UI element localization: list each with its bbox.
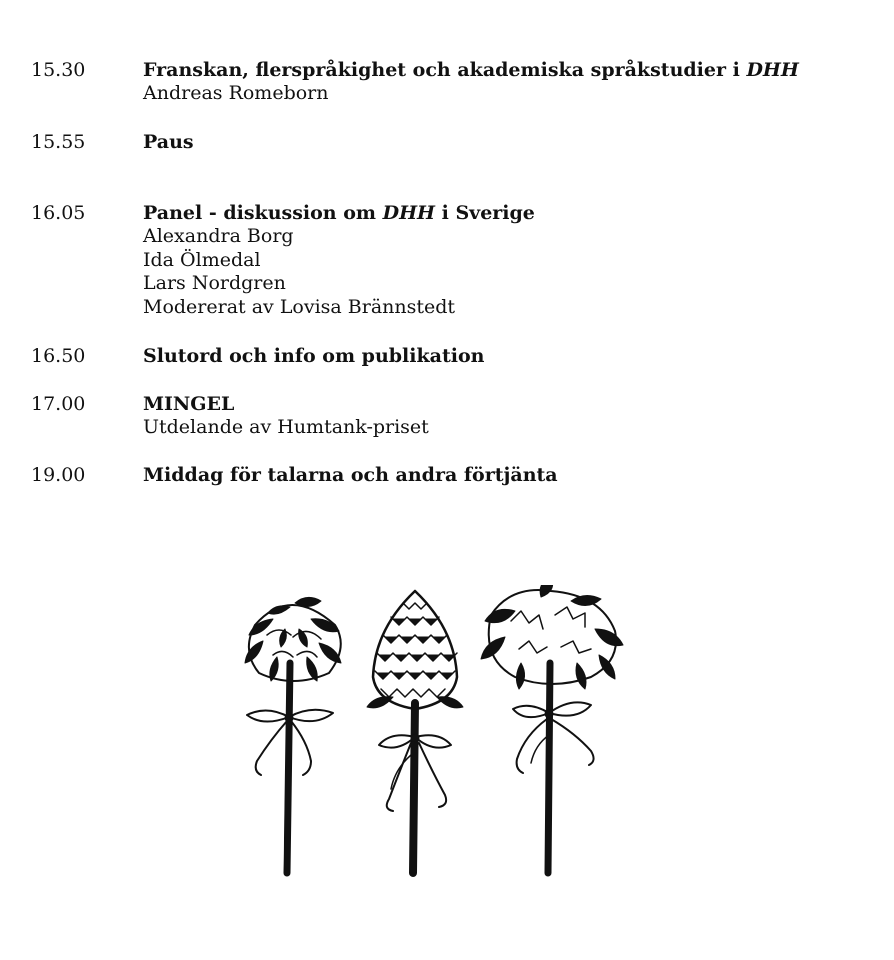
three-bouquet-staffs-icon [215, 585, 625, 880]
entry-title-text: Panel - diskussion om [143, 202, 383, 224]
entry-body [143, 463, 863, 487]
middle-bouquet-staff [367, 591, 463, 873]
entry-time: 15.55 [31, 131, 86, 153]
entry-time: 17.00 [31, 393, 86, 415]
entry-title [143, 201, 863, 225]
entry-title-emphasis: DHH [382, 202, 435, 224]
entry-title [143, 58, 863, 82]
entry-time: 15.30 [31, 59, 86, 81]
entry-body [143, 130, 863, 154]
panelist-name: Lars Nordgren [143, 272, 286, 294]
entry-title-text: Franskan, flerspråkighet och akademiska språkstudier i [143, 59, 747, 81]
entry-title-text-end: i Sverige [435, 202, 535, 224]
entry-title: Slutord och info om publikation [143, 345, 485, 367]
entry-body [143, 392, 863, 440]
panelist-name: Alexandra Borg [143, 225, 294, 247]
entry-title: Paus [143, 131, 194, 153]
entry-title: Middag för talarna och andra förtjänta [143, 464, 558, 486]
entry-body [143, 344, 863, 368]
left-bouquet-staff [245, 597, 341, 873]
right-bouquet-staff [481, 585, 623, 873]
moderator-line: Modererat av Lovisa Brännstedt [143, 295, 456, 318]
entry-title-emphasis: DHH [746, 59, 799, 81]
entry-body [143, 201, 863, 319]
entry-time: 16.05 [31, 202, 86, 224]
entry-body [143, 58, 863, 106]
speaker-name: Andreas Romeborn [143, 82, 329, 104]
entry-title: MINGEL [143, 393, 235, 415]
entry-time: 19.00 [31, 464, 86, 486]
panelist-name: Ida Ölmedal [143, 248, 261, 271]
entry-time: 16.50 [31, 345, 86, 367]
entry-detail: Utdelande av Humtank-priset [143, 416, 429, 438]
